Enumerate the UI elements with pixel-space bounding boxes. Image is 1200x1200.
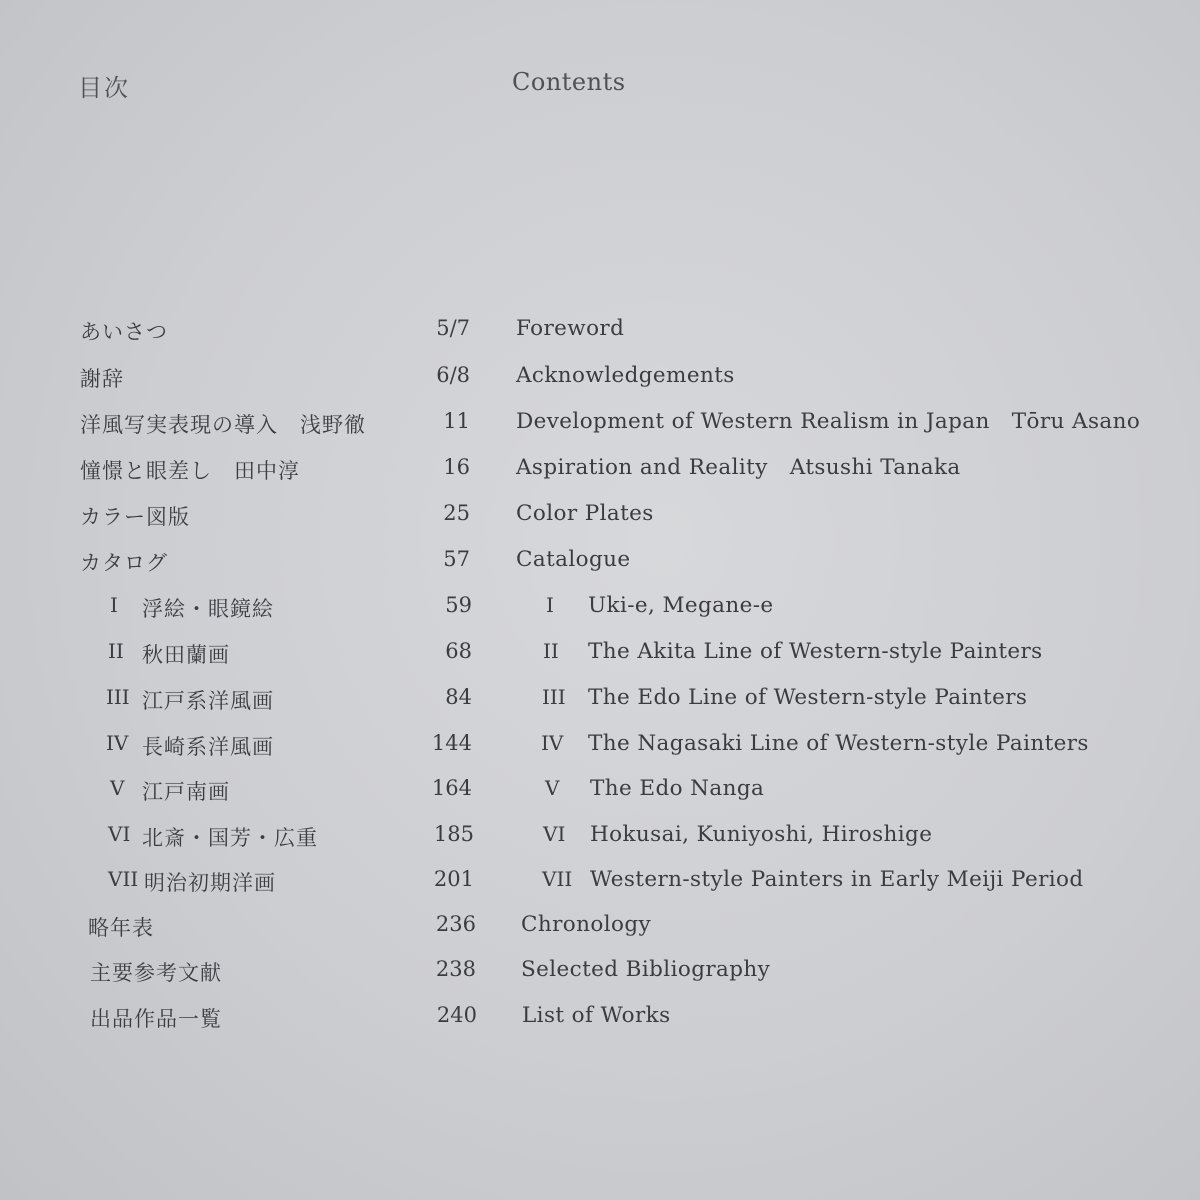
section-numeral-en: IV [541, 731, 564, 755]
toc-subentry [0, 822, 1200, 856]
toc-title-ja: 浮絵・眼鏡絵 [142, 597, 274, 621]
toc-entry [0, 455, 1200, 489]
essay-title-ja: 憧憬と眼差し [80, 459, 212, 483]
toc-page-number: 238 [435, 957, 476, 981]
toc-page-number: 25 [443, 501, 470, 525]
toc-entry [0, 1003, 1200, 1037]
toc-title-ja: 謝辞 [80, 367, 124, 391]
author-name-en: Tōru Asano [1011, 409, 1141, 434]
author-name-ja: 田中淳 [234, 459, 300, 483]
toc-title-ja: 略年表 [88, 916, 154, 940]
page-title-ja: 目次 [78, 74, 130, 102]
section-numeral-en: V [545, 776, 560, 800]
toc-subentry [0, 685, 1200, 719]
essay-title-ja: 洋風写実表現の導入 [80, 413, 278, 437]
toc-page-number: 59 [445, 593, 472, 617]
toc-title-en [516, 409, 1140, 434]
toc-page-number: 11 [443, 409, 470, 433]
toc-entry [0, 363, 1200, 397]
section-numeral-ja: I [110, 593, 118, 617]
toc-title-en: The Nagasaki Line of Western-style Painters [588, 731, 1089, 756]
toc-title-en [516, 455, 961, 480]
toc-page-number: 201 [433, 867, 474, 891]
toc-title-ja: 主要参考文献 [90, 961, 222, 985]
toc-title-ja [80, 455, 300, 485]
toc-entry [0, 501, 1200, 535]
author-name-en: Atsushi Tanaka [789, 455, 961, 480]
toc-title-en: Acknowledgements [516, 363, 735, 388]
section-numeral-ja: VII [108, 867, 139, 891]
toc-subentry [0, 593, 1200, 627]
section-numeral-ja: II [108, 639, 124, 663]
toc-title-en: Chronology [521, 912, 652, 937]
toc-title-ja: カラー図版 [80, 505, 190, 529]
toc-title-ja: 秋田蘭画 [142, 643, 230, 667]
toc-entry [0, 912, 1200, 946]
section-numeral-en: I [546, 593, 554, 617]
toc-title-en: The Edo Line of Western-style Painters [588, 685, 1028, 710]
toc-title-ja: 長崎系洋風画 [142, 735, 274, 759]
toc-title-en: Selected Bibliography [521, 957, 771, 982]
toc-subentry [0, 731, 1200, 765]
toc-page-number: 6/8 [436, 363, 470, 387]
toc-title-en: Foreword [516, 316, 625, 341]
toc-page-number: 240 [436, 1003, 477, 1027]
toc-title-ja: 北斎・国芳・広重 [142, 826, 318, 850]
toc-page-number: 164 [431, 776, 472, 800]
toc-page-number: 68 [445, 639, 472, 663]
toc-title-en: The Edo Nanga [590, 776, 765, 801]
section-numeral-en: II [543, 639, 559, 663]
toc-title-en: Uki-e, Megane-e [588, 593, 774, 618]
toc-title-en: The Akita Line of Western-style Painters [588, 639, 1043, 664]
section-numeral-ja: IV [106, 731, 129, 755]
toc-title-ja: あいさつ [80, 320, 168, 344]
toc-title-en: Hokusai, Kuniyoshi, Hiroshige [590, 822, 933, 847]
toc-title-en: Western-style Painters in Early Meiji Period [590, 867, 1084, 892]
toc-entry [0, 957, 1200, 991]
toc-page-number: 185 [433, 822, 474, 846]
section-numeral-en: III [542, 685, 566, 709]
toc-subentry [0, 867, 1200, 901]
essay-title-en: Aspiration and Reality [516, 455, 768, 480]
toc-title-ja: 出品作品一覧 [90, 1007, 222, 1031]
toc-page-number: 16 [443, 455, 470, 479]
section-numeral-en: VI [543, 822, 566, 846]
toc-page-number: 236 [435, 912, 476, 936]
page-title-en: Contents [512, 68, 626, 96]
toc-entry [0, 316, 1200, 350]
toc-title-en: Catalogue [516, 547, 631, 572]
toc-title-en: List of Works [522, 1003, 671, 1028]
toc-title-ja: 江戸南画 [142, 780, 230, 804]
essay-title-en: Development of Western Realism in Japan [516, 409, 990, 434]
author-name-ja: 浅野徹 [300, 413, 366, 437]
toc-title-ja: 明治初期洋画 [144, 871, 276, 895]
toc-page-number: 84 [445, 685, 472, 709]
section-numeral-ja: VI [108, 822, 131, 846]
section-numeral-ja: III [106, 685, 130, 709]
toc-entry [0, 409, 1200, 443]
section-numeral-ja: V [110, 776, 125, 800]
toc-title-en: Color Plates [516, 501, 654, 526]
toc-title-ja [80, 409, 366, 439]
toc-subentry [0, 639, 1200, 673]
toc-title-ja: カタログ [80, 551, 168, 575]
toc-subentry [0, 776, 1200, 810]
toc-page-number: 57 [443, 547, 470, 571]
toc-title-ja: 江戸系洋風画 [142, 689, 274, 713]
toc-page-number: 5/7 [436, 316, 470, 340]
toc-entry [0, 547, 1200, 581]
section-numeral-en: VII [542, 867, 573, 891]
toc-page-number: 144 [431, 731, 472, 755]
